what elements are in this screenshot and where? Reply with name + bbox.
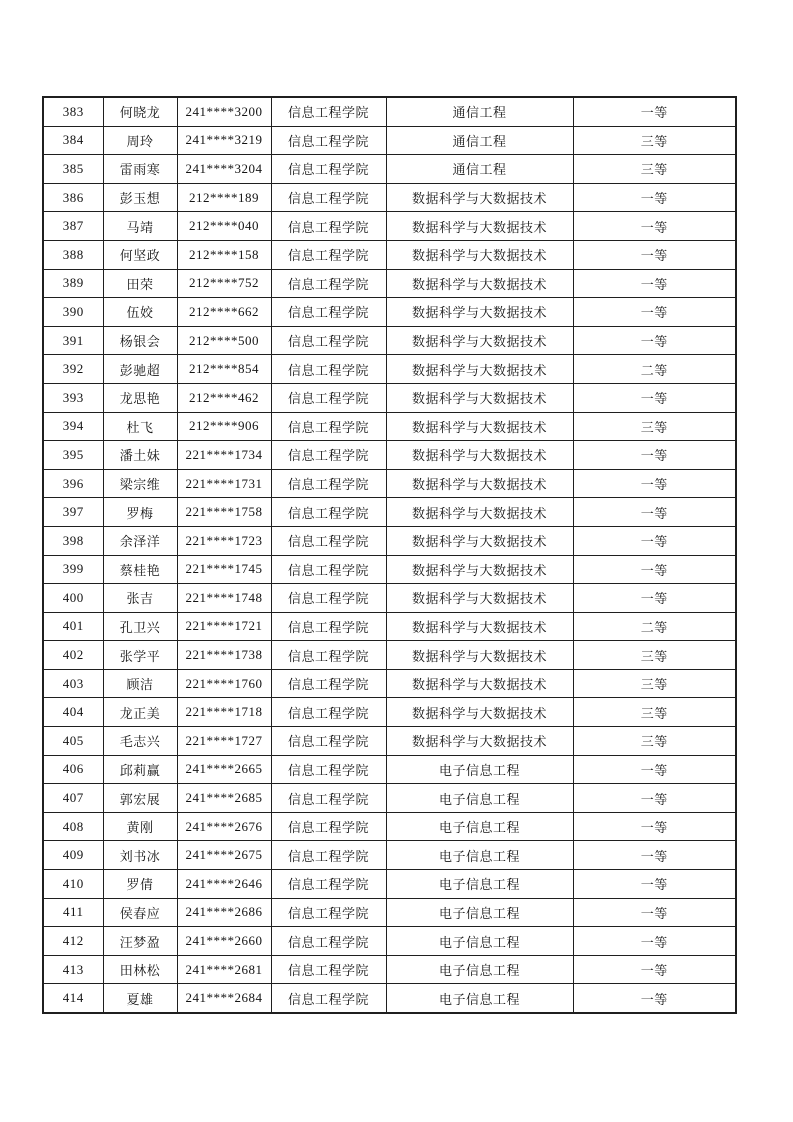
name-cell: 罗倩 xyxy=(103,870,177,899)
award-level-cell: 二等 xyxy=(573,355,736,384)
college-cell: 信息工程学院 xyxy=(271,612,386,641)
row-number-cell: 403 xyxy=(43,669,103,698)
award-level-cell: 一等 xyxy=(573,984,736,1013)
college-cell: 信息工程学院 xyxy=(271,269,386,298)
row-number-cell: 409 xyxy=(43,841,103,870)
major-cell: 数据科学与大数据技术 xyxy=(386,383,573,412)
table-row xyxy=(43,155,736,184)
table-body xyxy=(43,97,736,1013)
name-cell: 刘书冰 xyxy=(103,841,177,870)
major-cell: 数据科学与大数据技术 xyxy=(386,298,573,327)
table-row xyxy=(43,955,736,984)
college-cell: 信息工程学院 xyxy=(271,641,386,670)
student-id-cell: 212****040 xyxy=(177,212,271,241)
name-cell: 何晓龙 xyxy=(103,97,177,126)
table-row xyxy=(43,240,736,269)
student-id-cell: 221****1738 xyxy=(177,641,271,670)
award-level-cell: 一等 xyxy=(573,870,736,899)
table-row xyxy=(43,212,736,241)
student-id-cell: 241****2675 xyxy=(177,841,271,870)
name-cell: 潘土妹 xyxy=(103,441,177,470)
student-id-cell: 241****3219 xyxy=(177,126,271,155)
major-cell: 通信工程 xyxy=(386,97,573,126)
college-cell: 信息工程学院 xyxy=(271,898,386,927)
college-cell: 信息工程学院 xyxy=(271,812,386,841)
student-id-cell: 212****500 xyxy=(177,326,271,355)
table-row xyxy=(43,927,736,956)
row-number-cell: 407 xyxy=(43,784,103,813)
college-cell: 信息工程学院 xyxy=(271,412,386,441)
row-number-cell: 391 xyxy=(43,326,103,355)
student-id-cell: 221****1748 xyxy=(177,584,271,613)
table-row xyxy=(43,526,736,555)
name-cell: 邱莉赢 xyxy=(103,755,177,784)
major-cell: 通信工程 xyxy=(386,126,573,155)
name-cell: 孔卫兴 xyxy=(103,612,177,641)
college-cell: 信息工程学院 xyxy=(271,669,386,698)
table-row xyxy=(43,412,736,441)
major-cell: 数据科学与大数据技术 xyxy=(386,355,573,384)
college-cell: 信息工程学院 xyxy=(271,355,386,384)
table-row xyxy=(43,755,736,784)
award-level-cell: 一等 xyxy=(573,555,736,584)
table-row xyxy=(43,727,736,756)
college-cell: 信息工程学院 xyxy=(271,698,386,727)
student-id-cell: 221****1727 xyxy=(177,727,271,756)
row-number-cell: 414 xyxy=(43,984,103,1013)
table-row xyxy=(43,784,736,813)
award-level-cell: 一等 xyxy=(573,298,736,327)
table-row xyxy=(43,498,736,527)
award-level-cell: 一等 xyxy=(573,584,736,613)
row-number-cell: 410 xyxy=(43,870,103,899)
table-row xyxy=(43,441,736,470)
college-cell: 信息工程学院 xyxy=(271,927,386,956)
major-cell: 电子信息工程 xyxy=(386,870,573,899)
table-row xyxy=(43,97,736,126)
college-cell: 信息工程学院 xyxy=(271,240,386,269)
major-cell: 数据科学与大数据技术 xyxy=(386,412,573,441)
student-id-cell: 241****2681 xyxy=(177,955,271,984)
student-id-cell: 221****1718 xyxy=(177,698,271,727)
student-id-cell: 221****1760 xyxy=(177,669,271,698)
college-cell: 信息工程学院 xyxy=(271,498,386,527)
student-id-cell: 212****854 xyxy=(177,355,271,384)
major-cell: 数据科学与大数据技术 xyxy=(386,727,573,756)
award-level-cell: 二等 xyxy=(573,612,736,641)
major-cell: 电子信息工程 xyxy=(386,955,573,984)
college-cell: 信息工程学院 xyxy=(271,755,386,784)
name-cell: 张学平 xyxy=(103,641,177,670)
award-level-cell: 一等 xyxy=(573,812,736,841)
row-number-cell: 402 xyxy=(43,641,103,670)
major-cell: 电子信息工程 xyxy=(386,984,573,1013)
name-cell: 梁宗维 xyxy=(103,469,177,498)
name-cell: 汪梦盈 xyxy=(103,927,177,956)
award-level-cell: 一等 xyxy=(573,755,736,784)
row-number-cell: 412 xyxy=(43,927,103,956)
name-cell: 张吉 xyxy=(103,584,177,613)
name-cell: 余泽洋 xyxy=(103,526,177,555)
college-cell: 信息工程学院 xyxy=(271,584,386,613)
table-row xyxy=(43,641,736,670)
student-id-cell: 221****1734 xyxy=(177,441,271,470)
college-cell: 信息工程学院 xyxy=(271,298,386,327)
name-cell: 蔡桂艳 xyxy=(103,555,177,584)
student-id-cell: 241****2665 xyxy=(177,755,271,784)
name-cell: 雷雨寒 xyxy=(103,155,177,184)
college-cell: 信息工程学院 xyxy=(271,984,386,1013)
row-number-cell: 398 xyxy=(43,526,103,555)
row-number-cell: 401 xyxy=(43,612,103,641)
major-cell: 数据科学与大数据技术 xyxy=(386,240,573,269)
college-cell: 信息工程学院 xyxy=(271,955,386,984)
table-row xyxy=(43,870,736,899)
major-cell: 电子信息工程 xyxy=(386,841,573,870)
award-level-cell: 一等 xyxy=(573,441,736,470)
row-number-cell: 383 xyxy=(43,97,103,126)
award-level-cell: 一等 xyxy=(573,955,736,984)
student-id-cell: 241****3204 xyxy=(177,155,271,184)
name-cell: 顾洁 xyxy=(103,669,177,698)
table-row xyxy=(43,126,736,155)
row-number-cell: 384 xyxy=(43,126,103,155)
table-row xyxy=(43,183,736,212)
major-cell: 电子信息工程 xyxy=(386,755,573,784)
award-level-cell: 三等 xyxy=(573,669,736,698)
name-cell: 杨银会 xyxy=(103,326,177,355)
college-cell: 信息工程学院 xyxy=(271,326,386,355)
award-level-cell: 一等 xyxy=(573,97,736,126)
name-cell: 田林松 xyxy=(103,955,177,984)
student-id-cell: 212****752 xyxy=(177,269,271,298)
student-id-cell: 241****2660 xyxy=(177,927,271,956)
row-number-cell: 385 xyxy=(43,155,103,184)
name-cell: 侯春应 xyxy=(103,898,177,927)
award-level-cell: 一等 xyxy=(573,383,736,412)
student-id-cell: 241****2685 xyxy=(177,784,271,813)
award-level-cell: 一等 xyxy=(573,269,736,298)
row-number-cell: 388 xyxy=(43,240,103,269)
table-row xyxy=(43,898,736,927)
award-level-cell: 一等 xyxy=(573,841,736,870)
name-cell: 毛志兴 xyxy=(103,727,177,756)
name-cell: 田荣 xyxy=(103,269,177,298)
award-level-cell: 三等 xyxy=(573,412,736,441)
award-level-cell: 三等 xyxy=(573,698,736,727)
name-cell: 黄刚 xyxy=(103,812,177,841)
college-cell: 信息工程学院 xyxy=(271,841,386,870)
table-row xyxy=(43,298,736,327)
student-id-cell: 241****3200 xyxy=(177,97,271,126)
row-number-cell: 389 xyxy=(43,269,103,298)
award-level-cell: 三等 xyxy=(573,155,736,184)
student-id-cell: 212****189 xyxy=(177,183,271,212)
college-cell: 信息工程学院 xyxy=(271,155,386,184)
table-row xyxy=(43,698,736,727)
award-level-cell: 一等 xyxy=(573,784,736,813)
name-cell: 彭驰超 xyxy=(103,355,177,384)
student-id-cell: 212****158 xyxy=(177,240,271,269)
table-row xyxy=(43,669,736,698)
row-number-cell: 405 xyxy=(43,727,103,756)
name-cell: 彭玉想 xyxy=(103,183,177,212)
award-level-cell: 三等 xyxy=(573,641,736,670)
row-number-cell: 413 xyxy=(43,955,103,984)
college-cell: 信息工程学院 xyxy=(271,784,386,813)
row-number-cell: 393 xyxy=(43,383,103,412)
major-cell: 数据科学与大数据技术 xyxy=(386,698,573,727)
table-row xyxy=(43,584,736,613)
major-cell: 数据科学与大数据技术 xyxy=(386,326,573,355)
award-level-cell: 一等 xyxy=(573,526,736,555)
student-id-cell: 212****662 xyxy=(177,298,271,327)
table-row xyxy=(43,841,736,870)
major-cell: 数据科学与大数据技术 xyxy=(386,641,573,670)
student-id-cell: 212****906 xyxy=(177,412,271,441)
college-cell: 信息工程学院 xyxy=(271,383,386,412)
major-cell: 数据科学与大数据技术 xyxy=(386,555,573,584)
award-level-cell: 一等 xyxy=(573,183,736,212)
row-number-cell: 404 xyxy=(43,698,103,727)
student-id-cell: 241****2676 xyxy=(177,812,271,841)
name-cell: 夏雄 xyxy=(103,984,177,1013)
row-number-cell: 400 xyxy=(43,584,103,613)
award-level-cell: 一等 xyxy=(573,469,736,498)
student-id-cell: 212****462 xyxy=(177,383,271,412)
award-level-cell: 一等 xyxy=(573,498,736,527)
major-cell: 数据科学与大数据技术 xyxy=(386,612,573,641)
college-cell: 信息工程学院 xyxy=(271,870,386,899)
major-cell: 数据科学与大数据技术 xyxy=(386,269,573,298)
table-row xyxy=(43,555,736,584)
student-id-cell: 221****1731 xyxy=(177,469,271,498)
college-cell: 信息工程学院 xyxy=(271,526,386,555)
table-row xyxy=(43,612,736,641)
row-number-cell: 411 xyxy=(43,898,103,927)
row-number-cell: 387 xyxy=(43,212,103,241)
student-id-cell: 241****2686 xyxy=(177,898,271,927)
name-cell: 杜飞 xyxy=(103,412,177,441)
major-cell: 电子信息工程 xyxy=(386,927,573,956)
row-number-cell: 386 xyxy=(43,183,103,212)
major-cell: 通信工程 xyxy=(386,155,573,184)
major-cell: 数据科学与大数据技术 xyxy=(386,183,573,212)
table-row xyxy=(43,355,736,384)
name-cell: 何坚政 xyxy=(103,240,177,269)
table-row xyxy=(43,984,736,1013)
student-id-cell: 241****2646 xyxy=(177,870,271,899)
college-cell: 信息工程学院 xyxy=(271,97,386,126)
major-cell: 电子信息工程 xyxy=(386,898,573,927)
award-level-cell: 一等 xyxy=(573,240,736,269)
award-level-cell: 三等 xyxy=(573,727,736,756)
row-number-cell: 390 xyxy=(43,298,103,327)
name-cell: 罗梅 xyxy=(103,498,177,527)
row-number-cell: 392 xyxy=(43,355,103,384)
student-id-cell: 241****2684 xyxy=(177,984,271,1013)
row-number-cell: 397 xyxy=(43,498,103,527)
award-level-cell: 一等 xyxy=(573,927,736,956)
award-level-cell: 一等 xyxy=(573,212,736,241)
row-number-cell: 399 xyxy=(43,555,103,584)
row-number-cell: 395 xyxy=(43,441,103,470)
major-cell: 电子信息工程 xyxy=(386,812,573,841)
name-cell: 龙思艳 xyxy=(103,383,177,412)
award-level-cell: 一等 xyxy=(573,326,736,355)
college-cell: 信息工程学院 xyxy=(271,555,386,584)
table-row xyxy=(43,383,736,412)
name-cell: 郭宏展 xyxy=(103,784,177,813)
table-row xyxy=(43,326,736,355)
student-id-cell: 221****1721 xyxy=(177,612,271,641)
major-cell: 数据科学与大数据技术 xyxy=(386,526,573,555)
award-level-cell: 一等 xyxy=(573,898,736,927)
major-cell: 数据科学与大数据技术 xyxy=(386,441,573,470)
major-cell: 数据科学与大数据技术 xyxy=(386,584,573,613)
table-row xyxy=(43,269,736,298)
table-row xyxy=(43,812,736,841)
major-cell: 电子信息工程 xyxy=(386,784,573,813)
college-cell: 信息工程学院 xyxy=(271,212,386,241)
name-cell: 伍姣 xyxy=(103,298,177,327)
student-id-cell: 221****1758 xyxy=(177,498,271,527)
table-row xyxy=(43,469,736,498)
major-cell: 数据科学与大数据技术 xyxy=(386,669,573,698)
row-number-cell: 408 xyxy=(43,812,103,841)
row-number-cell: 396 xyxy=(43,469,103,498)
row-number-cell: 394 xyxy=(43,412,103,441)
major-cell: 数据科学与大数据技术 xyxy=(386,212,573,241)
college-cell: 信息工程学院 xyxy=(271,727,386,756)
major-cell: 数据科学与大数据技术 xyxy=(386,469,573,498)
name-cell: 马靖 xyxy=(103,212,177,241)
student-id-cell: 221****1745 xyxy=(177,555,271,584)
row-number-cell: 406 xyxy=(43,755,103,784)
college-cell: 信息工程学院 xyxy=(271,183,386,212)
college-cell: 信息工程学院 xyxy=(271,126,386,155)
major-cell: 数据科学与大数据技术 xyxy=(386,498,573,527)
student-id-cell: 221****1723 xyxy=(177,526,271,555)
college-cell: 信息工程学院 xyxy=(271,469,386,498)
award-level-cell: 三等 xyxy=(573,126,736,155)
name-cell: 周玲 xyxy=(103,126,177,155)
name-cell: 龙正美 xyxy=(103,698,177,727)
award-roster-table xyxy=(42,96,737,1014)
college-cell: 信息工程学院 xyxy=(271,441,386,470)
